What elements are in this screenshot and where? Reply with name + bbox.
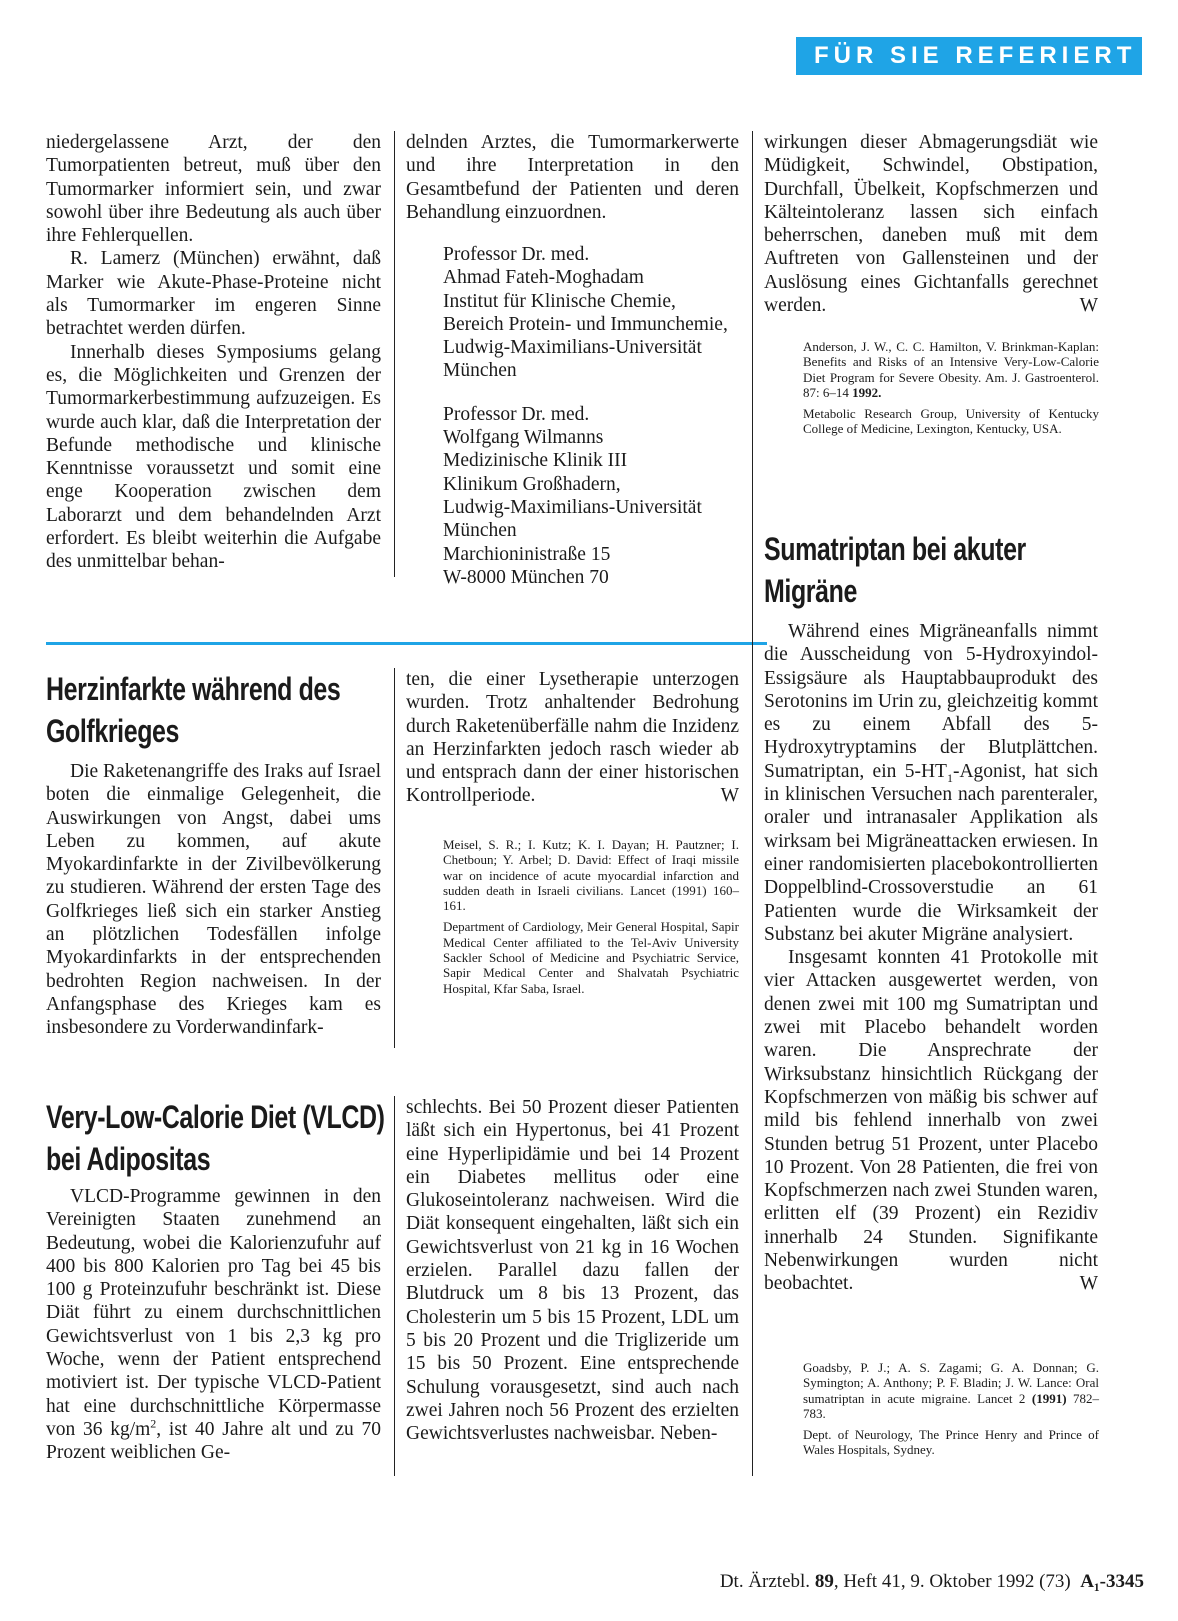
paragraph: Die Raketenangriffe des Iraks auf Israel boten die einmalige Gelegenheit, die Auswirkungen von Angst, dabei ums Leben zu kommen, auf akute Myokardinfarkte in der Zivilbevölkerung zu studieren. Während der ersten Tage des Golfkrieges ließ sich ein starker Anstieg an plötzlichen Todesfällen infolge Myokardinfarkts in der entsprechenden bedrohten Region nachweisen. In der Anfangsphase des Krieges kam es insbesondere zu Vorderwandinfark- xyxy=(46,761,381,1039)
paragraph: wirkungen dieser Abmagerungsdiät wie Müdigkeit, Schwindel, Obstipation, Durchfall, Übelkeit, Kopfschmerzen und Kälteintoleranz lassen sich einfach beherrschen, daneben muß mit dem Auftreten von Gallensteinen und der Auslösung eines Gichtanfalls gerechnet werden. W xyxy=(764,132,1098,317)
paragraph: VLCD-Programme gewinnen in den Vereinigten Staaten zunehmend an Bedeutung, wobei die Kalorienzufuhr auf 400 bis 800 Kalorien pro Tag bei 45 bis 100 g Proteinzufuhr beschränkt ist. Diese Diät führt zu einem durchschnittlichen Gewichtsverlust von 1 bis 2,3 kg pro Woche, wenn der Patient entsprechend motiviert ist. Der typische VLCD-Patient hat eine durchschnittliche Körpermasse von 36 $kg/m^2$, ist 40 Jahre alt und zu 70 Prozent weiblichen Ge- xyxy=(46,1186,381,1464)
section-rule xyxy=(46,642,767,645)
golf-title: Herzinfarkte während des Golfkrieges xyxy=(46,671,341,749)
paragraph: Innerhalb dieses Symposiums gelang es, die Möglichkeiten und Grenzen der Tumormarkerbestimmung aufzuzeigen. Es wurde auch klar, daß die Interpretation der Befunde methodische und klinische Kenntnisse voraussetzt und somit eine enge Kooperation zwischen dem Laborarzt und dem behandelnden Arzt erfordert. Es bleibt weiterhin die Aufgabe des unmittelbar behan- xyxy=(46,341,381,573)
section-banner: FÜR SIE REFERIERT xyxy=(796,37,1142,75)
address-block: Professor Dr. med. Wolfgang Wilmanns Medizinische Klinik III Klinikum Großhadern, Ludwig-Maximilians-Universität München Marchioninistraße 15 W-8000 München 70 xyxy=(443,403,702,588)
paragraph: ten, die einer Lysetherapie unterzogen wurden. Trotz anhaltender Bedrohung durch Raketenüberfälle nahm die Inzidenz an Herzinfarkten jedoch rasch wieder ab und entsprach dann der einer historischen Kontrollperiode. W xyxy=(406,669,739,807)
paragraph: niedergelassene Arzt, der den Tumorpatienten betreut, muß über den Tumormarker informiert sein, und zwar sowohl über ihre Bedeutung als auch über ihre Fehlerquellen. xyxy=(46,132,381,247)
golf-col1 xyxy=(46,760,381,1040)
citation: Meisel, S. R.; I. Kutz; K. I. Dayan; H. Pautzner; I. Chetboun; Y. Arbel; D. David: Effect of Iraqi missile war on incidence of acute myocardial infarction and sudden death in Israeli civilians. Lancet (1991) 160–161. xyxy=(443,837,739,914)
column-divider xyxy=(394,131,395,577)
vlcd-col1 xyxy=(46,1185,381,1465)
vlcd-col2 xyxy=(406,1096,739,1445)
vlcd-title: Very-Low-Calorie Diet (VLCD) bei Adipositas xyxy=(46,1099,385,1177)
column-divider xyxy=(394,668,395,1048)
paragraph: R. Lamerz (München) erwähnt, daß Marker wie Akute-Phase-Proteine nicht als Tumormarker im engeren Sinne betrachtet werden dürfen. xyxy=(46,248,381,340)
top-article-col1 xyxy=(46,131,381,574)
affiliation: Dept. of Neurology, The Prince Henry and Prince of Wales Hospitals, Sydney. xyxy=(803,1427,1099,1458)
top-article-col2 xyxy=(406,131,739,224)
page-footer: Dt. Ärztebl. 89, Heft 41, 9. Oktober 1992 (73) A₁-3345 xyxy=(719,1571,1144,1592)
author-addresses xyxy=(443,243,753,609)
paragraph: delnden Arztes, die Tumormarkerwerte und ihre Interpretation in den Gesamtbefund der Patienten und deren Behandlung einzuordnen. xyxy=(406,132,739,223)
paragraph: schlechts. Bei 50 Prozent dieser Patienten läßt sich ein Hypertonus, bei 41 Prozent eine Hyperlipidämie und bei 14 Prozent ein Diabetes mellitus oder eine Glukoseintoleranz nachweisen. Wird die Diät konsequent eingehalten, läßt sich ein Gewichtsverlust von 21 kg in 16 Wochen erzielen. Parallel dazu fallen der Blutdruck um 8 bis 13 Prozent, das Cholesterin um 5 bis 15 Prozent, LDL um 5 bis 20 Prozent und die Triglizeride um 15 bis 50 Prozent. Eine entsprechende Schulung vorausgesetzt, sind auch nach zwei Jahren noch 56 Prozent des erzielten Gewichtsverlustes nachweisbar. Neben- xyxy=(406,1097,739,1445)
vlcd-reference xyxy=(803,339,1099,443)
citation: Anderson, J. W., C. C. Hamilton, V. Brinkman-Kaplan: Benefits and Risks of an Intensive Very-Low-Calorie Diet Program for Severe Obesity. Am. J. Gastroenterol. 87: 6–14 1992. xyxy=(803,339,1099,400)
golf-reference xyxy=(443,837,739,1002)
suma-body xyxy=(764,620,1098,1296)
suma-title: Sumatriptan bei akuter Migräne xyxy=(764,531,1026,609)
paragraph: Insgesamt konnten 41 Protokolle mit vier Attacken ausgewertet werden, von denen zwei mit 100 mg Sumatriptan und zwei mit Placebo behandelt worden waren. Die Ansprechrate der Wirksubstanz hinsichtlich Rückgang der Kopfschmerzen von mäßig bis schwer auf mild bis fehlend innerhalb von zwei Stunden betrug 51 Prozent, unter Placebo 10 Prozent. Von 28 Patienten, die frei von Kopfschmerzen nach zwei Stunden waren, erlitten elf (39 Prozent) ein Rezidiv innerhalb 24 Stunden. Signifikante Nebenwirkungen wurden nicht beobachtet. W xyxy=(764,947,1098,1295)
citation: Goadsby, P. J.; A. S. Zagami; G. A. Donnan; G. Symington; A. Anthony; P. F. Bladin; J. W. Lance: Oral sumatriptan in acute migraine. Lancet 2 (1991) 782–783. xyxy=(803,1360,1100,1421)
affiliation: Department of Cardiology, Meir General Hospital, Sapir Medical Center affiliated to the Tel-Aviv University Sackler School of Medicine and Psychiatric Service, Sapir Medical Center and Shalvatah Psychiatric Hospital, Kfar Saba, Israel. xyxy=(443,919,739,996)
vlcd-col3 xyxy=(764,131,1098,317)
golf-col2 xyxy=(406,668,739,808)
paragraph: Während eines Migräneanfalls nimmt die Ausscheidung von 5-Hydroxyindol-Essigsäure als Hauptabbauprodukt des Serotonins im Urin zu, gleichzeitig kommt es zu einem Abfall des 5-Hydroxytryptamins der Blutplättchen. Sumatriptan, ein $5-HT_1$-Agonist, hat sich in klinischen Versuchen nach parenteraler, oraler und intranasaler Applikation als wirksam bei Migräneattacken erwiesen. In einer randomisierten placebokontrollierten Doppelblind-Crossoverstudie an 61 Patienten wurde die Wirksamkeit der Substanz bei akuter Migräne analysiert. xyxy=(764,621,1098,945)
column-divider xyxy=(394,1096,395,1476)
column-divider xyxy=(752,131,753,1476)
suma-reference xyxy=(803,1360,1099,1464)
affiliation: Metabolic Research Group, University of Kentucky College of Medicine, Lexington, Kentucky, USA. xyxy=(803,406,1099,437)
address-block: Professor Dr. med. Ahmad Fateh-Moghadam Institut für Klinische Chemie, Bereich Protein- und Immunchemie, Ludwig-Maximilians-Universität München xyxy=(443,244,728,382)
